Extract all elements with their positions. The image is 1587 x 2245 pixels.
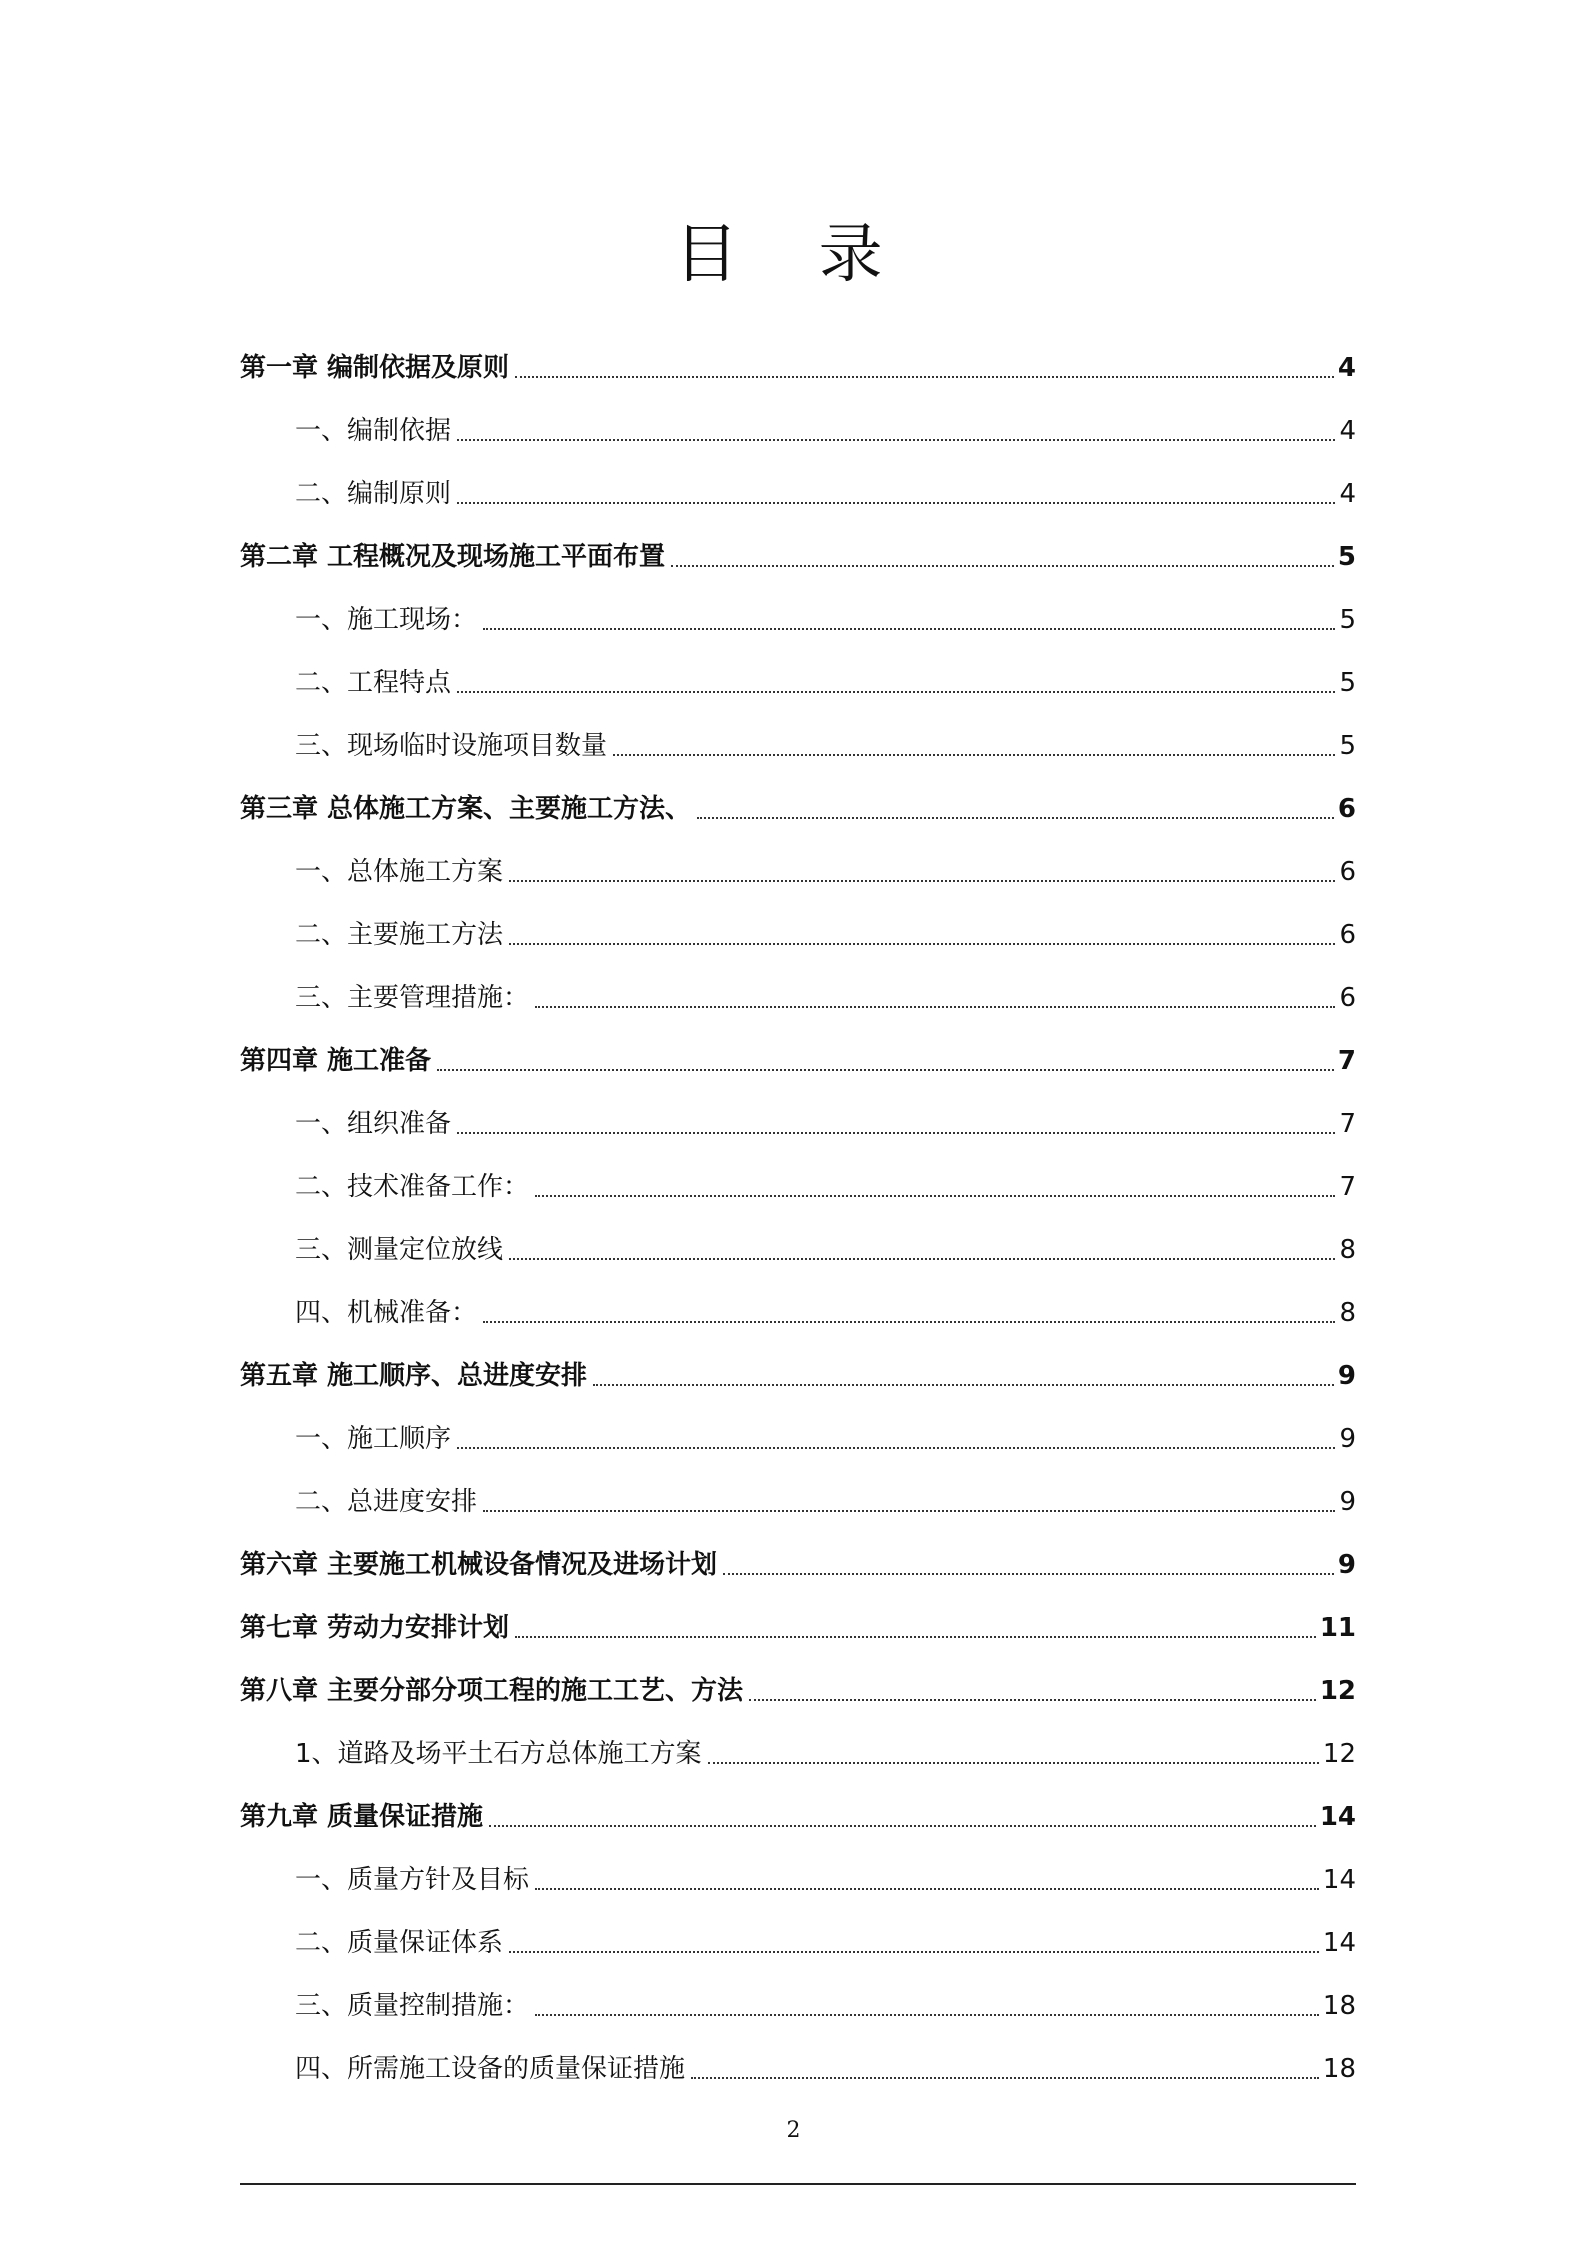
toc-entry-label: 四、机械准备： <box>295 1298 478 1328</box>
toc-dot-leader <box>457 1132 1335 1134</box>
toc-entry-page: 6 <box>1339 857 1356 887</box>
toc-section-entry[interactable] <box>240 952 1356 1015</box>
toc-dot-leader <box>697 817 1334 819</box>
toc-section-entry[interactable] <box>240 1393 1356 1456</box>
toc-entry-label: 三、质量控制措施： <box>295 1991 530 2021</box>
toc-entry-page: 9 <box>1337 1361 1356 1391</box>
toc-entry-label: 一、质量方针及目标 <box>295 1865 530 1895</box>
toc-entry-label: 一、组织准备 <box>295 1109 452 1139</box>
toc-entry-label: 四、所需施工设备的质量保证措施 <box>295 2054 686 2084</box>
toc-entry-label: 第七章 劳动力安排计划 <box>240 1613 510 1643</box>
toc-entry-page: 8 <box>1339 1235 1356 1265</box>
toc-dot-leader <box>515 376 1334 378</box>
toc-entry-label: 第二章 工程概况及现场施工平面布置 <box>240 542 666 572</box>
toc-section-entry[interactable] <box>240 1897 1356 1960</box>
toc-dot-leader <box>515 1636 1316 1638</box>
toc-entry-page: 18 <box>1322 1991 1356 2021</box>
toc-dot-leader <box>457 1447 1335 1449</box>
toc-dot-leader <box>509 943 1335 945</box>
toc-dot-leader <box>535 1006 1335 1008</box>
page-number: 2 <box>786 2118 801 2143</box>
toc-entry-page: 7 <box>1339 1109 1356 1139</box>
toc-chapter-entry[interactable] <box>240 1015 1356 1078</box>
toc-section-entry[interactable] <box>240 1141 1356 1204</box>
toc-dot-leader <box>509 1951 1319 1953</box>
toc-entry-page: 5 <box>1339 731 1356 761</box>
toc-section-entry[interactable] <box>240 574 1356 637</box>
toc-dot-leader <box>509 1258 1335 1260</box>
toc-entry-label: 二、技术准备工作： <box>295 1172 530 1202</box>
toc-entry-page: 9 <box>1337 1550 1356 1580</box>
toc-entry-label: 二、质量保证体系 <box>295 1928 504 1958</box>
toc-entry-label: 1、道路及场平土石方总体施工方案 <box>295 1739 702 1769</box>
toc-entry-page: 4 <box>1339 479 1356 509</box>
toc-chapter-entry[interactable] <box>240 1645 1356 1708</box>
toc-dot-leader <box>593 1384 1334 1386</box>
toc-entry-page: 5 <box>1339 605 1356 635</box>
toc-dot-leader <box>691 2077 1319 2079</box>
toc-section-entry[interactable] <box>240 826 1356 889</box>
toc-entry-label: 第四章 施工准备 <box>240 1046 432 1076</box>
toc-entry-page: 6 <box>1339 920 1356 950</box>
toc-dot-leader <box>483 1510 1335 1512</box>
toc-entry-page: 5 <box>1337 542 1356 572</box>
toc-section-entry[interactable] <box>240 1708 1356 1771</box>
toc-section-entry[interactable] <box>240 1834 1356 1897</box>
toc-section-entry[interactable] <box>240 1204 1356 1267</box>
toc-entry-page: 18 <box>1322 2054 1356 2084</box>
toc-chapter-entry[interactable] <box>240 763 1356 826</box>
toc-section-entry[interactable] <box>240 448 1356 511</box>
toc-entry-label: 二、总进度安排 <box>295 1487 478 1517</box>
toc-chapter-entry[interactable] <box>240 1771 1356 1834</box>
toc-section-entry[interactable] <box>240 889 1356 952</box>
toc-entry-page: 9 <box>1339 1487 1356 1517</box>
toc-dot-leader <box>535 1888 1319 1890</box>
toc-entry-page: 6 <box>1339 983 1356 1013</box>
toc-dot-leader <box>723 1573 1334 1575</box>
toc-entry-label: 三、现场临时设施项目数量 <box>295 731 608 761</box>
toc-entry-label: 一、施工顺序 <box>295 1424 452 1454</box>
toc-chapter-entry[interactable] <box>240 511 1356 574</box>
toc-entry-page: 4 <box>1339 416 1356 446</box>
toc-entry-page: 7 <box>1339 1172 1356 1202</box>
toc-entry-page: 6 <box>1337 794 1356 824</box>
toc-entry-page: 14 <box>1319 1802 1356 1832</box>
toc-dot-leader <box>535 2014 1319 2016</box>
toc-entry-page: 12 <box>1319 1676 1356 1706</box>
toc-entry-page: 9 <box>1339 1424 1356 1454</box>
toc-entry-label: 一、施工现场： <box>295 605 478 635</box>
toc-entry-label: 二、主要施工方法 <box>295 920 504 950</box>
table-of-contents <box>240 322 1356 2086</box>
toc-section-entry[interactable] <box>240 1456 1356 1519</box>
toc-entry-label: 第六章 主要施工机械设备情况及进场计划 <box>240 1550 718 1580</box>
toc-dot-leader <box>749 1699 1316 1701</box>
toc-entry-page: 14 <box>1322 1928 1356 1958</box>
toc-dot-leader <box>457 691 1335 693</box>
toc-section-entry[interactable] <box>240 1267 1356 1330</box>
toc-dot-leader <box>489 1825 1316 1827</box>
toc-section-entry[interactable] <box>240 385 1356 448</box>
toc-entry-page: 4 <box>1337 353 1356 383</box>
toc-dot-leader <box>457 502 1335 504</box>
toc-dot-leader <box>509 880 1335 882</box>
toc-entry-page: 14 <box>1322 1865 1356 1895</box>
toc-chapter-entry[interactable] <box>240 1519 1356 1582</box>
toc-entry-label: 第八章 主要分部分项工程的施工工艺、方法 <box>240 1676 744 1706</box>
toc-entry-label: 第五章 施工顺序、总进度安排 <box>240 1361 588 1391</box>
toc-entry-label: 二、工程特点 <box>295 668 452 698</box>
toc-entry-label: 二、编制原则 <box>295 479 452 509</box>
toc-dot-leader <box>708 1762 1319 1764</box>
toc-entry-label: 第九章 质量保证措施 <box>240 1802 484 1832</box>
footer-rule <box>240 2183 1356 2185</box>
toc-section-entry[interactable] <box>240 1078 1356 1141</box>
toc-entry-page: 8 <box>1339 1298 1356 1328</box>
toc-entry-label: 三、主要管理措施： <box>295 983 530 1013</box>
toc-section-entry[interactable] <box>240 1960 1356 2023</box>
toc-chapter-entry[interactable] <box>240 1582 1356 1645</box>
toc-entry-page: 5 <box>1339 668 1356 698</box>
toc-section-entry[interactable] <box>240 700 1356 763</box>
toc-dot-leader <box>483 628 1335 630</box>
toc-dot-leader <box>437 1069 1334 1071</box>
toc-entry-label: 第一章 编制依据及原则 <box>240 353 510 383</box>
toc-entry-label: 一、编制依据 <box>295 416 452 446</box>
toc-entry-page: 12 <box>1322 1739 1356 1769</box>
toc-section-entry[interactable] <box>240 637 1356 700</box>
toc-dot-leader <box>535 1195 1335 1197</box>
toc-dot-leader <box>483 1321 1335 1323</box>
toc-entry-page: 11 <box>1319 1613 1356 1643</box>
page-title: 目 录 <box>674 218 913 292</box>
toc-chapter-entry[interactable] <box>240 322 1356 385</box>
toc-entry-label: 第三章 总体施工方案、主要施工方法、 <box>240 794 692 824</box>
toc-dot-leader <box>613 754 1335 756</box>
toc-entry-label: 一、总体施工方案 <box>295 857 504 887</box>
toc-dot-leader <box>457 439 1335 441</box>
toc-section-entry[interactable] <box>240 2023 1356 2086</box>
toc-dot-leader <box>671 565 1334 567</box>
toc-entry-page: 7 <box>1337 1046 1356 1076</box>
toc-chapter-entry[interactable] <box>240 1330 1356 1393</box>
toc-entry-label: 三、测量定位放线 <box>295 1235 504 1265</box>
